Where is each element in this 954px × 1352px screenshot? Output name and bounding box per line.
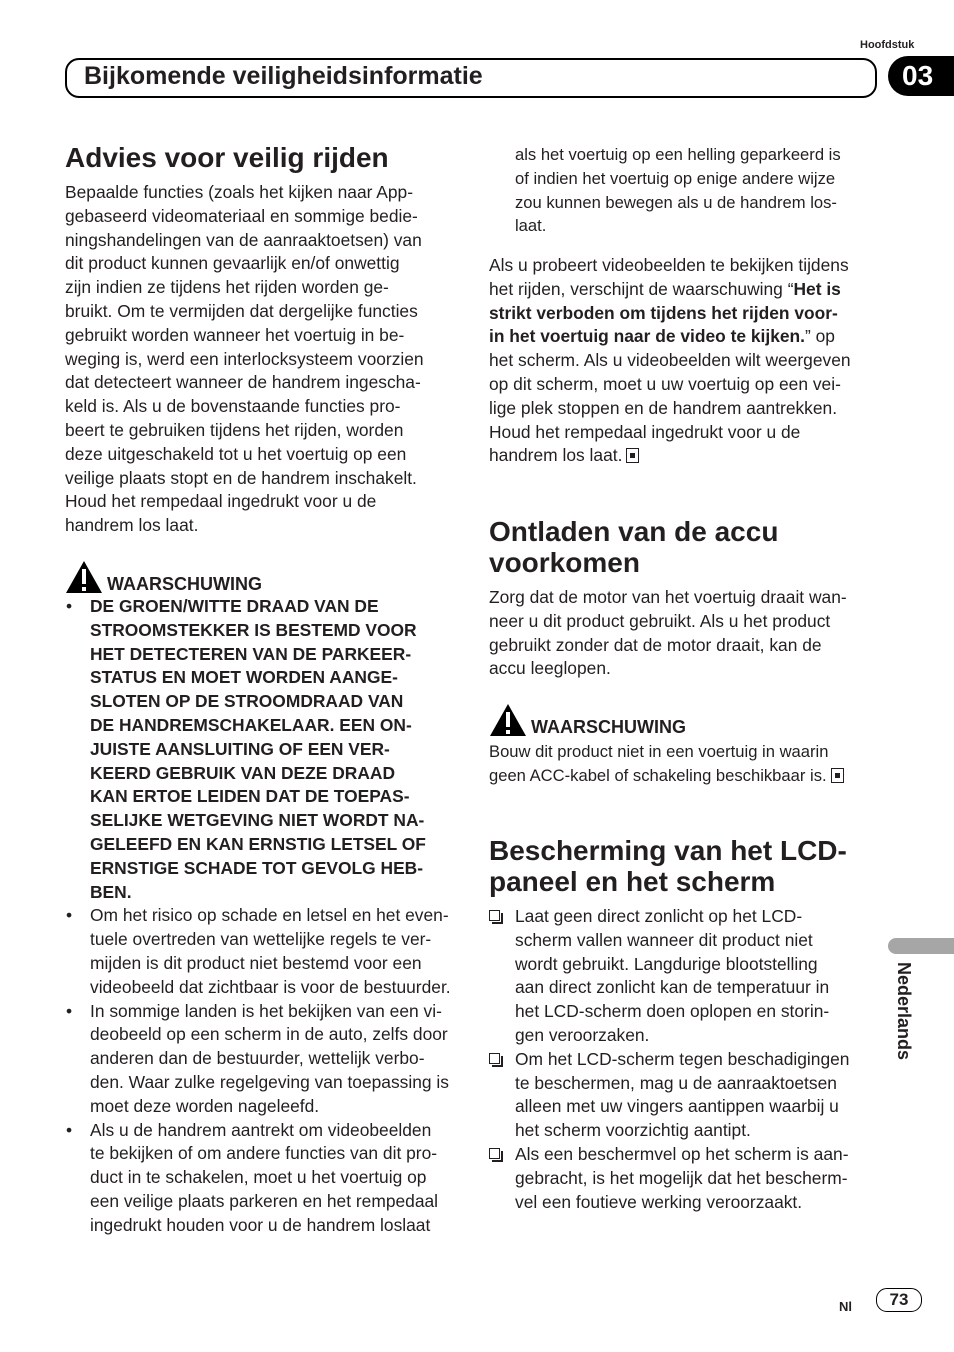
text-line: handrem los laat. [489, 444, 851, 468]
bold-run: Het is [793, 278, 841, 299]
text-line: JUISTE AANSLUITING OF EEN VER- [90, 738, 390, 759]
text-line: handrem los laat. [65, 515, 199, 536]
warning-triangle-icon [489, 703, 527, 737]
text-line: gebracht, is het mogelijk dat het bescherm- [515, 1167, 848, 1188]
video-warning-paragraph [489, 254, 851, 468]
language-tab-label: Nederlands [894, 962, 914, 1061]
text-line: BEN. [90, 881, 132, 902]
safe-driving-paragraph [65, 181, 424, 538]
text-line: deze uitgeschakeld tot u het voertuig op een [65, 443, 407, 464]
text-line: dat detecteert wanneer de handrem ingescha- [65, 372, 421, 393]
bullet-icon: • [66, 1119, 73, 1140]
warning-bullet-list [66, 595, 451, 1238]
text-line: Bepaalde functies (zoals het kijken naar App- [65, 182, 414, 202]
text-line: Houd het rempedaal ingedrukt voor u de [489, 421, 801, 442]
bullet-item [66, 1119, 451, 1238]
warning-label: WAARSCHUWING [107, 574, 262, 594]
text-line: voorkomen [489, 547, 640, 578]
heading-lcd-protection [489, 835, 847, 897]
text-line: lige plek stoppen en de handrem aantrekken. [489, 397, 838, 418]
text-line: DE HANDREMSCHAKELAAR. EEN ON- [90, 714, 412, 735]
text-line: deobeeld op een scherm in de auto, zelfs door [90, 1024, 448, 1045]
text-line: SELIJKE WETGEVING NIET WORDT NA- [90, 810, 425, 831]
text-line: HET DETECTEREN VAN DE PARKEER- [90, 643, 412, 664]
text-line: zijn indien ze tijdens het rijden worden ge- [65, 277, 389, 298]
text-line: scherm vallen wanneer dit product niet [515, 929, 813, 950]
text-line: Als u de handrem aantrekt om videobeelden [90, 1119, 432, 1140]
text-line: veilige plaats stopt en de handrem inschakelt. [65, 467, 417, 488]
chapter-number: 03 [888, 56, 954, 96]
text-line: SLOTEN OP DE STROOMDRAAD VAN [90, 691, 404, 712]
text-line: KEERD GEBRUIK VAN DEZE DRAAD [90, 762, 395, 783]
text-line: Bescherming van het LCD- [489, 835, 847, 866]
text-line: gebaseerd videomateriaal en sommige bedie- [65, 205, 418, 226]
text-line: moet deze worden nageleefd. [90, 1095, 320, 1116]
warning-triangle-icon [65, 560, 103, 594]
text-line: In sommige landen is het bekijken van een vi- [90, 1000, 442, 1021]
continued-bullet-text [515, 143, 841, 238]
bullet-item [66, 1000, 451, 1119]
warning-label: WAARSCHUWING [531, 717, 686, 737]
text-line: het scherm voorzichtig aantipt. [515, 1120, 751, 1141]
text-line: alleen met uw vingers aantippen waarbij u [515, 1096, 839, 1117]
text-line: Om het risico op schade en letsel en het even- [90, 905, 449, 926]
text-line: in het voertuig naar de video te kijken.” op [489, 326, 835, 347]
bold-run: in het voertuig naar de video te kijken. [489, 326, 806, 347]
text-line: vel een foutieve werking veroorzaakt. [515, 1191, 803, 1212]
chapter-label: Hoofdstuk [860, 39, 915, 51]
end-of-section-icon [831, 768, 844, 783]
bullet-item [66, 904, 451, 999]
text-line: den. Waar zulke regelgeving van toepassing is [90, 1071, 449, 1092]
language-code: Nl [839, 1299, 852, 1314]
text-line: het scherm. Als u videobeelden wilt weergeven [489, 350, 851, 371]
text-line: ERNSTIGE SCHADE TOT GEVOLG HEB- [90, 857, 424, 878]
text-line: Als een beschermvel op het scherm is aan- [515, 1143, 849, 1164]
lcd-checklist [515, 905, 849, 1214]
text-line: GELEEFD EN KAN ERNSTIG LETSEL OF [90, 833, 426, 854]
text-line: STATUS EN MOET WORDEN AANGE- [90, 667, 398, 688]
text-line: videobeeld dat zichtbaar is voor de bestuurder. [90, 976, 451, 997]
text-line: Om het LCD-scherm tegen beschadigingen [515, 1048, 850, 1069]
text-line: op dit scherm, moet u uw voertuig op een vei- [489, 373, 841, 394]
text-line: weging is, werd een interlocksysteem voorzien [65, 348, 424, 369]
text-line: te bekijken of om andere functies van dit pro- [90, 1143, 438, 1164]
text-line: of indien het voertuig op enige andere wijze [515, 168, 836, 188]
text-line: STROOMSTEKKER IS BESTEMD VOOR [90, 619, 417, 640]
text-line: het rijden, verschijnt de waarschuwing “Het is [489, 278, 841, 299]
text-line: duct in te schakelen, moet u het voertuig op [90, 1167, 427, 1188]
section-header-title: Bijkomende veiligheidsinformatie [84, 62, 483, 90]
text-line: dit product kunnen gevaarlijk en/of onwettig [65, 253, 400, 274]
checkbox-icon [489, 1053, 500, 1064]
text-line: DE GROEN/WITTE DRAAD VAN DE [90, 596, 379, 616]
text-line: mijden is dit product niet bestemd voor een [90, 952, 422, 973]
text-line: gen veroorzaken. [515, 1024, 650, 1045]
end-of-section-icon [626, 448, 639, 463]
checklist-item [515, 905, 849, 1048]
checkbox-icon [489, 1148, 500, 1159]
page-number: 73 [876, 1288, 922, 1312]
text-line: Ontladen van de accu [489, 516, 779, 547]
bullet-item [66, 595, 451, 904]
checklist-item [515, 1143, 849, 1214]
text-line: bruikt. Om te vermijden dat dergelijke functies [65, 300, 418, 321]
text-line: aan direct zonlicht kan de temperatuur in [515, 977, 830, 998]
text-line: zou kunnen bewegen als u de handrem los- [515, 192, 837, 212]
text-line: anderen dan de bestuurder, wettelijk verbo- [90, 1048, 425, 1069]
text-line: als het voertuig op een helling geparkeerd is [515, 145, 841, 164]
heading-battery [489, 516, 778, 578]
text-line: een veilige plaats parkeren en het rempedaal [90, 1190, 439, 1211]
heading-safe-driving: Advies voor veilig rijden [65, 142, 389, 173]
bullet-icon: • [66, 905, 73, 926]
text-line: ingedrukt houden voor u de handrem loslaat [90, 1214, 431, 1235]
text-line: Als u probeert videobeelden te bekijken tijdens [489, 255, 849, 275]
text-line: tuele overtreden van wettelijke regels te ver- [90, 929, 432, 950]
text-line: Laat geen direct zonlicht op het LCD- [515, 906, 803, 926]
bold-run: strikt verboden om tijdens het rijden voor- [489, 302, 838, 323]
text-line [489, 302, 851, 326]
text-line: Bouw dit product niet in een voertuig in waarin [489, 742, 829, 761]
acc-warning-text [489, 740, 844, 788]
bullet-icon: • [66, 596, 73, 616]
text-line: geen ACC-kabel of schakeling beschikbaar is. [489, 764, 844, 788]
language-tab-marker [888, 938, 954, 954]
text-line: keld is. Als u de bovenstaande functies pro- [65, 396, 401, 417]
text-line: gebruikt zonder dat de motor draait, kan de [489, 634, 822, 655]
text-line: accu leeglopen. [489, 658, 611, 679]
checkbox-icon [489, 910, 500, 921]
text-line: neer u dit product gebruikt. Als u het product [489, 610, 831, 631]
text-line: beert te gebruiken tijdens het rijden, worden [65, 419, 404, 440]
text-line: het LCD-scherm doen oplopen en storin- [515, 1001, 830, 1022]
text-line: paneel en het scherm [489, 866, 776, 897]
text-line: KAN ERTOE LEIDEN DAT DE TOEPAS- [90, 786, 410, 807]
text-line: gebruikt worden wanneer het voertuig in be- [65, 324, 405, 345]
text-line: te beschermen, mag u de aanraaktoetsen [515, 1072, 837, 1093]
text-line: Houd het rempedaal ingedrukt voor u de [65, 491, 377, 512]
text-line: laat. [515, 216, 547, 236]
text-line: ningshandelingen van de aanraaktoetsen) van [65, 229, 422, 250]
text-line: wordt gebruikt. Langdurige blootstelling [515, 953, 818, 974]
battery-paragraph [489, 586, 847, 681]
checklist-item [515, 1048, 849, 1143]
text-line: Zorg dat de motor van het voertuig draait wan- [489, 587, 847, 607]
bullet-icon: • [66, 1000, 73, 1021]
